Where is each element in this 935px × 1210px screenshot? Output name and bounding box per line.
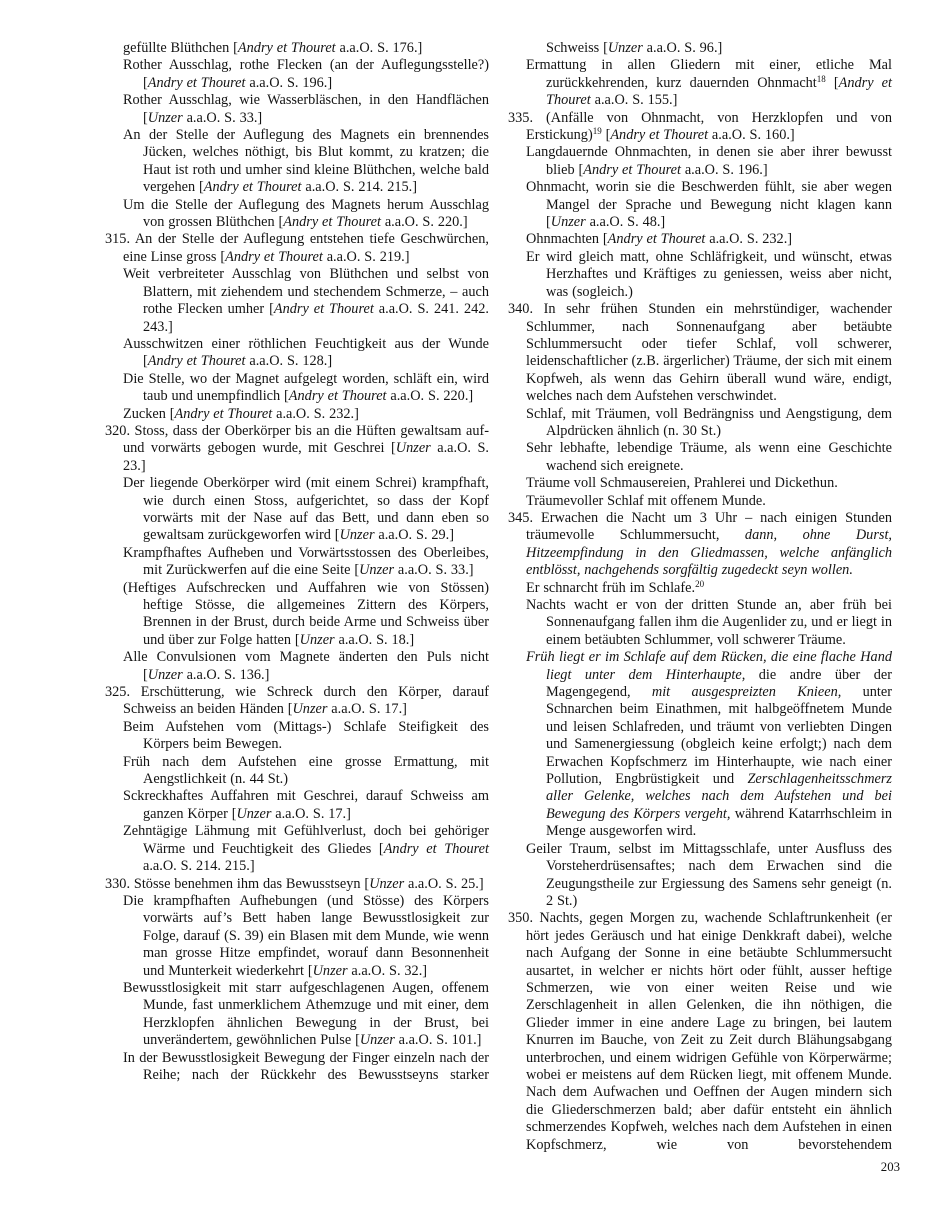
symptom-sub-paragraph: Träumevoller Schlaf mit offenem Munde. bbox=[526, 492, 766, 509]
symptom-sub-paragraph: Krampfhaftes Aufheben und Vorwärtsstossen des Oberleibes, mit Zurückwerfen auf die eine Seite [Unzer a.a.O. S. 33.] bbox=[123, 544, 489, 579]
italic-text: Unzer bbox=[607, 40, 643, 56]
italic-text: mit ausgespreizten Knieen, bbox=[651, 684, 842, 701]
symptom-sub-paragraph: Bewusstlosigkeit mit starr aufgeschlagenen Augen, offenem Munde, fast unmerklichem Athemzuge und mit einer, dem Herzklopfen ähnlichen Bewegung in der Brust, bei unverändertem, gewöhnlichen Pulse [Unzer a.a.O. S. 101.] bbox=[123, 979, 489, 1049]
footnote-reference: 19 bbox=[592, 126, 602, 137]
italic-text: Unzer bbox=[550, 214, 586, 231]
italic-text: Andry et Thouret bbox=[583, 161, 681, 178]
italic-text: Andry et Thouret bbox=[288, 388, 387, 405]
symptom-sub-paragraph: Früh nach dem Aufstehen eine grosse Ermattung, mit Aengstlichkeit (n. 44 St.) bbox=[123, 753, 489, 788]
italic-text: Unzer bbox=[292, 701, 328, 718]
symptom-sub-paragraph: Schlaf, mit Träumen, voll Bedrängniss und Aengstigung, dem Alpdrücken ähnlich (n. 30 St.) bbox=[526, 405, 892, 439]
symptom-sub-paragraph: Er schnarcht früh im Schlafe.$^{20}$ bbox=[526, 578, 705, 596]
symptom-sub-paragraph: An der Stelle der Auflegung des Magnets ein brennendes Jücken, welches nöthigt, bis Blut kommt, zu kratzen; die Haut ist roth und umher sind kleine Blüthchen, welche bald vergehen [Andry et Thouret a.a.O. S. 214. 215.] bbox=[123, 127, 489, 196]
left-column bbox=[105, 40, 489, 1154]
italic-text: Andry et Thouret bbox=[147, 353, 246, 370]
right-column bbox=[508, 40, 892, 1154]
symptom-sub-paragraph: Träume voll Schmausereien, Prahlerei und Dickethun. bbox=[526, 475, 838, 492]
italic-text: Unzer bbox=[147, 109, 183, 126]
italic-text: Andry et Thouret bbox=[203, 179, 302, 196]
italic-text: Unzer bbox=[147, 666, 183, 683]
symptom-sub-paragraph: Ausschwitzen einer röthlichen Feuchtigkeit aus der Wunde [Andry et Thouret a.a.O. S. 128.] bbox=[123, 335, 489, 370]
italic-text: Unzer bbox=[359, 1032, 395, 1049]
italic-text: Andry et Thouret bbox=[607, 231, 706, 248]
italic-text: Unzer bbox=[236, 805, 272, 822]
symptom-sub-paragraph: Geiler Traum, selbst im Mittagsschlafe, unter Ausfluss des Vorsteherdrüsensaftes; nach dem Erwachen sind die Zeugungstheile zur Ergiessung des Samens sehr geneigt (n. 2 St.) bbox=[526, 840, 892, 909]
symptom-paragraph-330: 330. Stösse benehmen ihm das Bewusstseyn [Unzer a.a.O. S. 25.] bbox=[105, 875, 484, 892]
symptom-sub-paragraph: Alle Convulsionen vom Magnete änderten den Puls nicht [Unzer a.a.O. S. 136.] bbox=[123, 649, 489, 683]
symptom-sub-paragraph: Sckreckhaftes Auffahren mit Geschrei, darauf Schweiss am ganzen Körper [Unzer a.a.O. S. 17.] bbox=[123, 788, 489, 822]
footnote-reference: 20 bbox=[695, 578, 705, 589]
symptom-sub-paragraph: Die Stelle, wo der Magnet aufgelegt worden, schläft ein, wird taub und unempfindlich [Andry et Thouret a.a.O. S. 220.] bbox=[123, 370, 489, 405]
italic-text: Zerschlagenheitsschmerz aller Gelenke, welches nach dem Aufstehen und bei Bewegung des Körpers vergeht, bbox=[546, 771, 892, 822]
symptom-paragraph-315: 315. An der Stelle der Auflegung entstehen tiefe Geschwürchen, eine Linse gross [Andry et Thouret a.a.O. S. 219.] bbox=[105, 231, 489, 265]
italic-text: Unzer bbox=[359, 562, 395, 579]
symptom-sub-paragraph: Zehntägige Lähmung mit Gefühlverlust, doch bei gehöriger Wärme und Feuchtigkeit des Gliedes [Andry et Thouret a.a.O. S. 214. 215.] bbox=[123, 823, 489, 875]
symptom-sub-paragraph: Sehr lebhafte, lebendige Träume, als wenn eine Geschichte wachend sich ereignete. bbox=[526, 440, 892, 474]
symptom-sub-paragraph: Rother Ausschlag, wie Wasserbläschen, in den Handflächen [Unzer a.a.O. S. 33.] bbox=[123, 92, 489, 126]
italic-text: Andry et Thouret bbox=[383, 840, 489, 857]
symptom-paragraph-335: 335. (Anfälle von Ohnmacht, von Herzklopfen und von Erstickung)$^{19}$ [Andry et Thouret a.a.O. S. 160.] bbox=[508, 109, 892, 144]
text-columns bbox=[105, 40, 893, 1154]
italic-text: Unzer bbox=[312, 962, 348, 979]
symptom-sub-paragraph: Die krampfhaften Aufhebungen (und Stösse) des Körpers vorwärts auf’s Bett haben lange Bewusstlosigkeit zur Folge, darauf (S. 39) ein Blasen mit dem Munde, wie wenn man grosse Hitze empfindet, worauf dann Besonnenheit und Munterkeit wiederkehrt [Unzer a.a.O. S. 32.] bbox=[123, 892, 489, 979]
italic-text: Andry et Thouret bbox=[283, 214, 381, 231]
symptom-sub-paragraph: In der Bewusstlosigkeit Bewegung der Finger einzeln nach der Reihe; nach der Rückkehr des Bewusstseyns starker bbox=[123, 1049, 489, 1083]
italic-text: dann, ohne Durst, Hitzeempfindung in den Gliedmassen, welche anfänglich entblösst, nachgehends sorgfältig zugedeckt seyn wollen. bbox=[526, 527, 892, 579]
symptom-sub-paragraph: gefüllte Blüthchen [Andry et Thouret a.a.O. S. 176.] bbox=[123, 40, 423, 56]
symptom-sub-paragraph: Langdauernde Ohnmachten, in denen sie aber ihrer bewusst blieb [Andry et Thouret a.a.O. S. 196.] bbox=[526, 144, 892, 178]
symptom-sub-paragraph: Nachts wacht er von der dritten Stunde an, aber früh bei Sonnenaufgang fallen ihm die Augenlider zu, und er liegt in einem betäubten Schlummer, voll schwerer Träume. bbox=[526, 597, 892, 648]
symptom-sub-paragraph: Rother Ausschlag, rothe Flecken (an der Auflegungsstelle?) [Andry et Thouret a.a.O. S. 196.] bbox=[123, 57, 489, 91]
symptom-sub-paragraph: Ohnmacht, worin sie die Beschwerden fühlt, sie aber wegen Mangel der Sprache und Bewegung nicht klagen kann [Unzer a.a.O. S. 48.] bbox=[526, 179, 892, 231]
italic-text: Andry et Thouret bbox=[147, 74, 246, 91]
symptom-sub-paragraph: Ohnmachten [Andry et Thouret a.a.O. S. 232.] bbox=[526, 231, 793, 248]
italic-text: Andry et Thouret bbox=[610, 127, 709, 144]
symptom-paragraph-320: 320. Stoss, dass der Oberkörper bis an die Hüften gewaltsam auf- und vorwärts gebogen wurde, mit Geschrei [Unzer a.a.O. S. 23.] bbox=[105, 422, 489, 474]
italic-text: Andry et Thouret bbox=[273, 301, 374, 318]
symptom-sub-paragraph: (Heftiges Aufschrecken und Auffahren wie von Stössen) heftige Stösse, die allgemeines Zittern des Körpers, Brennen in der Brust, durch beide Arme und Schweiss über und über zur Folge hatten [Unzer a.a.O. S. 18.] bbox=[123, 579, 489, 648]
italic-text: Andry et Thouret bbox=[225, 248, 323, 265]
symptom-sub-paragraph: Der liegende Oberkörper wird (mit einem Schrei) krampfhaft, wie durch einen Stoss, aufgerichtet, so dass der Kopf vorwärts mit der Nase auf das Bett, und dann eben so gewaltsam zurückgeworfen wird [Unzer a.a.O. S. 29.] bbox=[123, 475, 489, 544]
italic-text: Unzer bbox=[299, 631, 335, 648]
symptom-paragraph-345: 345. Erwachen die Nacht um 3 Uhr – nach einigen Stunden träumevolle Schlummersucht, dann, ohne Durst, Hitzeempfindung in den Gliedmassen, welche anfänglich entblösst, nachgehends sorgfältig zugedeckt seyn wollen. bbox=[508, 509, 892, 579]
symptom-sub-paragraph: Früh liegt er im Schlafe auf dem Rücken, die eine flache Hand liegt unter dem Hinterhaupte, die andre über der Magengegend, mit ausgespreizten Knieen, unter Schnarchen beim Einathmen, mit halbgeöffnetem Munde und leisen Schlafreden, und träumt von verliebten Dingen und Samenergiessung (obgleich keine erfolgt;) nach dem Erwachen Kopfschmerz im Hinterhaupte, wie nach einer Pollution, Engbrüstigkeit und Zerschlagenheitsschmerz aller Gelenke, welches nach dem Aufstehen und bei Bewegung des Körpers vergeht, während Katarrhschleim in Menge ausgeworfen wird. bbox=[526, 649, 892, 840]
symptom-sub-paragraph: Ermattung in allen Gliedern mit einer, etliche Mal zurückkehrenden, kurz dauernden Ohnmacht$^{18}$ [Andry et Thouret a.a.O. S. 155.] bbox=[526, 57, 893, 109]
symptom-sub-paragraph: Weit verbreiteter Ausschlag von Blüthchen und selbst von Blattern, mit ziehendem und stechendem Schmerze, – auch rothe Flecken umher [Andry et Thouret a.a.O. S. 241. 242. 243.] bbox=[123, 266, 489, 335]
page-number: 203 bbox=[880, 1160, 900, 1174]
symptom-paragraph-325: 325. Erschütterung, wie Schreck durch den Körper, darauf Schweiss an beiden Händen [Unzer a.a.O. S. 17.] bbox=[105, 684, 489, 718]
italic-text: Andry et Thouret bbox=[237, 40, 336, 56]
italic-text: Andry et Thouret bbox=[546, 74, 893, 109]
italic-text: Unzer bbox=[369, 875, 405, 892]
italic-text: Andry et Thouret bbox=[174, 405, 273, 422]
italic-text: Unzer bbox=[339, 527, 375, 544]
symptom-sub-paragraph: Zucken [Andry et Thouret a.a.O. S. 232.] bbox=[123, 405, 359, 422]
italic-text: Unzer bbox=[395, 440, 431, 457]
symptom-paragraph-350: 350. Nachts, gegen Morgen zu, wachende Schlaftrunkenheit (er hört jedes Geräusch und hat einige Denkkraft dabei), welche nach Aufgang der Sonne in eine betäubte Schlummersucht ausartet, in welcher er nichts hört oder fühlt, ausser heftige Schmerzen, wie von einer weiten Reise und wie Zerschlagenheit in allen Gelenken, die ihn nöthigen, die Glieder immer in eine andere Lage zu bringen, bei lautem Knurren im Bauche, von Zeit zu Zeit durch Blähungsabgang unterbrochen, und einem widrigen Gefühle von Körperwärme; wobei er meistens auf dem Rücken liegt, mit offenem Munde. Nach dem Aufwachen und Oeffnen der Augen mindern sich die Gliederschmerzen bald; aber dafür entsteht ein ähnlich schmerzendes Kopfweh, welches nach dem Aufstehen in einen Kopfschmerz, wie von bevorstehendem bbox=[508, 910, 892, 1153]
symptom-sub-paragraph: Er wird gleich matt, ohne Schläfrigkeit, und wünscht, etwas Herzhaftes und Kräftiges zu geniessen, weiss aber nicht, was (sogleich.) bbox=[526, 248, 892, 300]
symptom-sub-paragraph: Um die Stelle der Auflegung des Magnets herum Ausschlag von grossen Blüthchen [Andry et Thouret a.a.O. S. 220.] bbox=[123, 196, 489, 231]
italic-text: Früh liegt er im Schlafe auf dem Rücken, die eine flache Hand liegt unter dem Hinterhaupte, bbox=[526, 649, 892, 683]
symptom-sub-paragraph: Beim Aufstehen vom (Mittags-) Schlafe Steifigkeit des Körpers beim Bewegen. bbox=[123, 718, 489, 753]
column-continuation-line: Schweiss [Unzer a.a.O. S. 96.] bbox=[546, 40, 723, 56]
symptom-paragraph-340: 340. In sehr frühen Stunden ein mehrstündiger, wachender Schlummer, nach Sonnenaufgang aber betäubte Schlummersucht oder tiefer Schlaf, voll schwerer, leidenschaftlicher (z.B. ärgerlicher) Träume, der sich mit einem Kopfweh, als wenn das Gehirn überall wund wäre, endigt, welches nach dem Aufstehen verschwindet. bbox=[508, 301, 892, 405]
footnote-reference: 18 bbox=[816, 73, 826, 84]
